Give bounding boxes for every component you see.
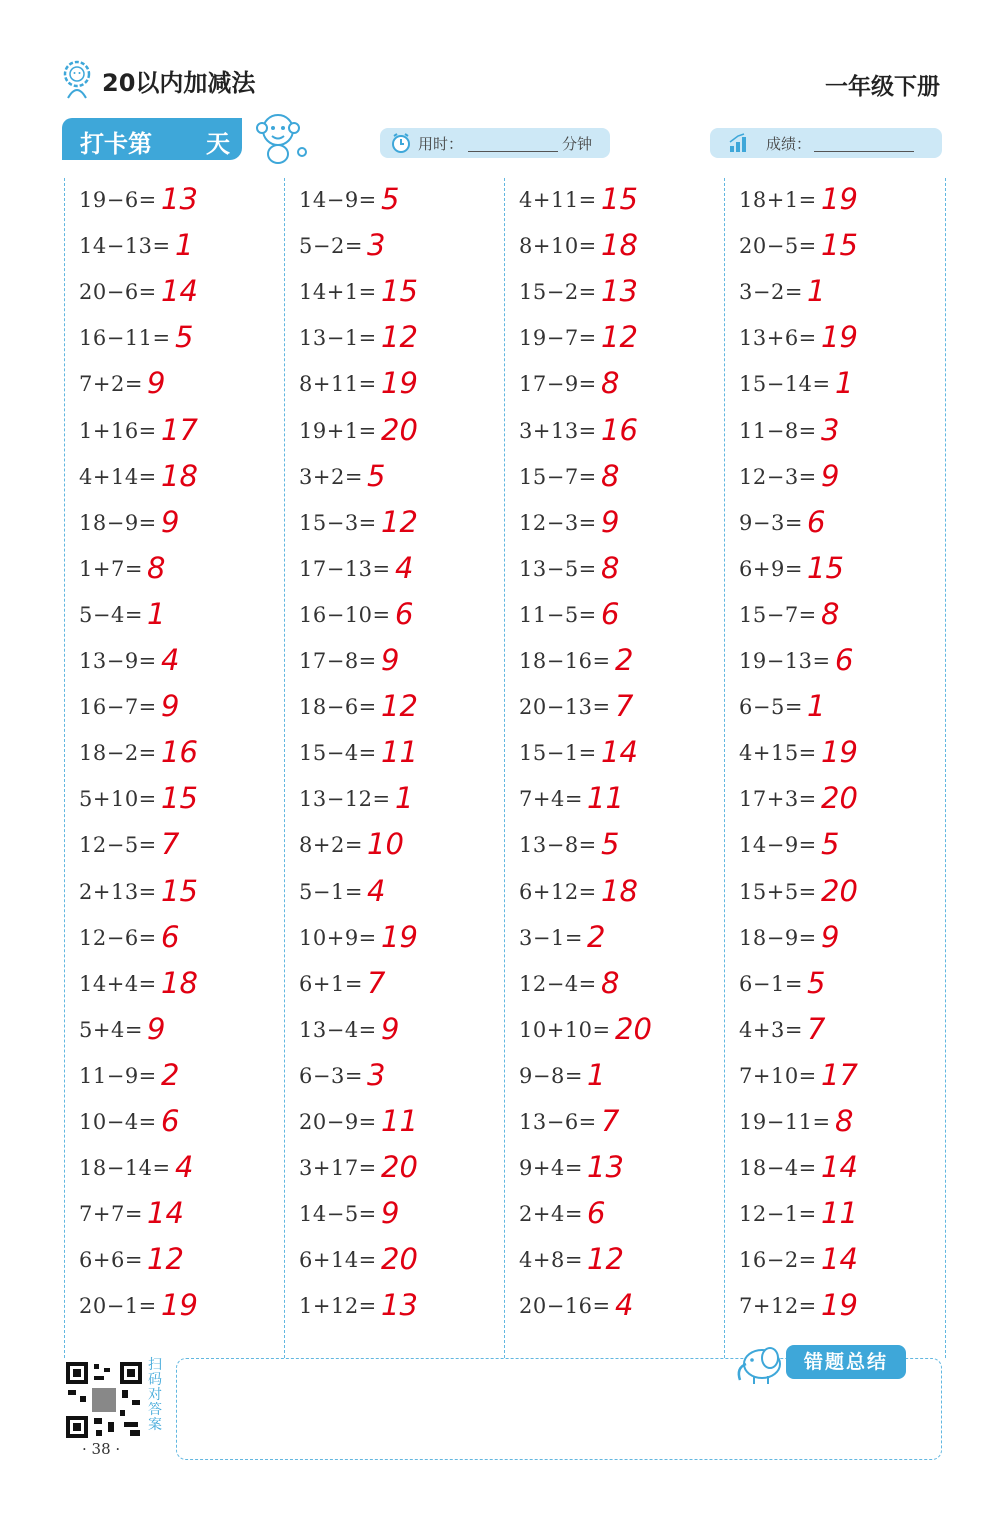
- equation: 16−7=: [79, 695, 157, 720]
- handwritten-answer[interactable]: 20: [821, 781, 858, 816]
- page-number: · 38 ·: [82, 1440, 121, 1458]
- equation: 10+10=: [519, 1017, 611, 1042]
- equation: 12−4=: [519, 971, 597, 996]
- handwritten-answer[interactable]: 4: [367, 873, 386, 908]
- equation: 4+15=: [739, 741, 817, 766]
- handwritten-answer[interactable]: 6: [395, 596, 414, 631]
- handwritten-answer[interactable]: 1: [835, 366, 854, 401]
- exercise-column: [724, 178, 946, 1358]
- handwritten-answer[interactable]: 6: [807, 504, 826, 539]
- handwritten-answer[interactable]: 18: [161, 458, 198, 493]
- equation: 15−4=: [299, 741, 377, 766]
- handwritten-answer[interactable]: 4: [395, 550, 414, 585]
- handwritten-answer[interactable]: 19: [381, 919, 418, 954]
- handwritten-answer[interactable]: 8: [601, 458, 620, 493]
- equation: 13−12=: [299, 787, 391, 812]
- handwritten-answer[interactable]: 6: [161, 919, 180, 954]
- handwritten-answer[interactable]: 6: [161, 1104, 180, 1138]
- equation: 20−16=: [519, 1294, 611, 1319]
- score-label: 成绩：: [766, 135, 812, 153]
- handwritten-answer[interactable]: 9: [147, 1011, 166, 1046]
- handwritten-answer[interactable]: 15: [381, 274, 418, 309]
- handwritten-answer[interactable]: 1: [807, 689, 826, 724]
- handwritten-answer[interactable]: 11: [587, 781, 624, 816]
- handwritten-answer[interactable]: 13: [587, 1150, 624, 1185]
- handwritten-answer[interactable]: 15: [821, 228, 858, 263]
- equation: 17−8=: [299, 649, 377, 673]
- handwritten-answer[interactable]: 9: [381, 1011, 400, 1046]
- equation: 15−7=: [519, 464, 597, 489]
- handwritten-answer[interactable]: 20: [381, 1242, 418, 1277]
- checkin-banner: [62, 118, 242, 160]
- handwritten-answer[interactable]: 2: [161, 1057, 180, 1092]
- handwritten-answer[interactable]: 12: [147, 1242, 184, 1277]
- equation: 5+10=: [79, 787, 157, 812]
- scan-answer-label: 扫码对答案: [148, 1357, 162, 1433]
- equation: 3+2=: [299, 464, 363, 489]
- score-field: [710, 128, 942, 158]
- handwritten-answer[interactable]: 2: [615, 643, 634, 677]
- equation: 7+4=: [519, 787, 583, 812]
- handwritten-answer[interactable]: 20: [381, 1150, 418, 1185]
- equation: 19+1=: [299, 418, 377, 443]
- equation: 18−6=: [299, 695, 377, 720]
- handwritten-answer[interactable]: 12: [381, 320, 418, 355]
- equation: 5+4=: [79, 1017, 143, 1042]
- equation: 12−3=: [519, 510, 597, 535]
- equation: 16−10=: [299, 602, 391, 627]
- handwritten-answer[interactable]: 8: [821, 596, 840, 631]
- handwritten-answer[interactable]: 13: [161, 182, 198, 216]
- handwritten-answer[interactable]: 18: [601, 228, 638, 263]
- handwritten-answer[interactable]: 19: [381, 366, 418, 401]
- equation: 19−11=: [739, 1110, 831, 1134]
- equation: 12−3=: [739, 464, 817, 489]
- equation: 4+14=: [79, 464, 157, 489]
- time-field: [380, 128, 610, 158]
- grade-label: 一年级下册: [825, 74, 940, 100]
- equation: 17+3=: [739, 787, 817, 812]
- monkey-icon: [252, 110, 310, 166]
- handwritten-answer[interactable]: 5: [381, 182, 400, 216]
- book-title: 20以内加减法: [102, 68, 256, 97]
- handwritten-answer[interactable]: 20: [821, 873, 858, 908]
- equation: 13−6=: [519, 1110, 597, 1134]
- equation: 20−13=: [519, 695, 611, 720]
- handwritten-answer[interactable]: 12: [381, 689, 418, 724]
- equation: 12−6=: [79, 925, 157, 950]
- handwritten-answer[interactable]: 1: [807, 274, 826, 309]
- handwritten-answer[interactable]: 20: [381, 412, 418, 447]
- handwritten-answer[interactable]: 6: [601, 596, 620, 631]
- equation: 18−4=: [739, 1156, 817, 1181]
- handwritten-answer[interactable]: 16: [601, 412, 638, 447]
- handwritten-answer[interactable]: 18: [161, 965, 198, 1000]
- equation: 18−14=: [79, 1156, 171, 1181]
- equation: 3−1=: [519, 925, 583, 950]
- handwritten-answer[interactable]: 5: [367, 458, 386, 493]
- handwritten-answer[interactable]: 14: [821, 1150, 858, 1185]
- equation: 18+1=: [739, 188, 817, 212]
- handwritten-answer[interactable]: 20: [615, 1011, 652, 1046]
- equation: 17−9=: [519, 372, 597, 397]
- equation: 6+12=: [519, 879, 597, 904]
- equation: 2+13=: [79, 879, 157, 904]
- equation: 1+12=: [299, 1294, 377, 1319]
- handwritten-answer[interactable]: 9: [147, 366, 166, 401]
- score-blank[interactable]: [814, 151, 914, 152]
- equation: 13−9=: [79, 649, 157, 673]
- equation: 13−1=: [299, 326, 377, 351]
- equation: 7+12=: [739, 1294, 817, 1319]
- equation: 10−4=: [79, 1110, 157, 1134]
- handwritten-answer[interactable]: 10: [367, 827, 404, 862]
- equation: 19−7=: [519, 326, 597, 351]
- handwritten-answer[interactable]: 4: [615, 1288, 634, 1323]
- elephant-icon: [732, 1338, 786, 1386]
- equation: 7+10=: [739, 1063, 817, 1088]
- equation: 6+6=: [79, 1248, 143, 1273]
- handwritten-answer[interactable]: 8: [601, 366, 620, 401]
- handwritten-answer[interactable]: 5: [821, 827, 840, 862]
- equation: 19−6=: [79, 188, 157, 212]
- equation: 6−5=: [739, 695, 803, 720]
- handwritten-answer[interactable]: 9: [601, 504, 620, 539]
- handwritten-answer[interactable]: 3: [821, 412, 840, 447]
- equation: 12−1=: [739, 1202, 817, 1227]
- exercise-column: [64, 178, 285, 1358]
- handwritten-answer[interactable]: 19: [821, 182, 858, 216]
- handwritten-answer[interactable]: 15: [807, 550, 844, 585]
- handwritten-answer[interactable]: 7: [161, 827, 180, 862]
- equation: 3+17=: [299, 1156, 377, 1181]
- equation: 9+4=: [519, 1156, 583, 1181]
- equation: 14−5=: [299, 1202, 377, 1227]
- checkin-prefix: 打卡第: [80, 130, 152, 158]
- handwritten-answer[interactable]: 11: [821, 1196, 858, 1231]
- equation: 5−2=: [299, 234, 363, 259]
- handwritten-answer[interactable]: 3: [367, 228, 386, 263]
- handwritten-answer[interactable]: 5: [175, 320, 194, 355]
- handwritten-answer[interactable]: 18: [601, 873, 638, 908]
- equation: 6−3=: [299, 1063, 363, 1088]
- handwritten-answer[interactable]: 14: [147, 1196, 184, 1231]
- equation: 18−9=: [79, 510, 157, 535]
- handwritten-answer[interactable]: 13: [601, 274, 638, 309]
- equation: 18−9=: [739, 925, 817, 950]
- handwritten-answer[interactable]: 12: [587, 1242, 624, 1277]
- time-blank[interactable]: [468, 151, 558, 152]
- equation: 14+1=: [299, 280, 377, 305]
- equation: 15+5=: [739, 879, 817, 904]
- handwritten-answer[interactable]: 8: [147, 550, 166, 585]
- equation: 4+11=: [519, 188, 597, 212]
- handwritten-answer[interactable]: 11: [381, 735, 418, 770]
- equation: 20−1=: [79, 1294, 157, 1319]
- handwritten-answer[interactable]: 9: [381, 1196, 400, 1231]
- equation: 7+2=: [79, 372, 143, 397]
- equation: 14−9=: [739, 833, 817, 858]
- equation: 7+7=: [79, 1202, 143, 1227]
- equation: 15−3=: [299, 510, 377, 535]
- equation: 11−9=: [79, 1063, 157, 1088]
- handwritten-answer[interactable]: 19: [161, 1288, 198, 1323]
- handwritten-answer[interactable]: 9: [161, 689, 180, 724]
- handwritten-answer[interactable]: 1: [395, 781, 414, 816]
- equation: 14−9=: [299, 188, 377, 212]
- equation: 16−2=: [739, 1248, 817, 1273]
- equation: 8+11=: [299, 372, 377, 397]
- equation: 1+7=: [79, 556, 143, 581]
- handwritten-answer[interactable]: 17: [821, 1057, 858, 1092]
- handwritten-answer[interactable]: 5: [601, 827, 620, 862]
- equation: 12−5=: [79, 833, 157, 858]
- handwritten-answer[interactable]: 12: [601, 320, 638, 355]
- equation: 11−8=: [739, 418, 817, 443]
- handwritten-answer[interactable]: 16: [161, 735, 198, 770]
- equation: 3+13=: [519, 418, 597, 443]
- brand: [60, 60, 255, 100]
- page-header: [60, 58, 940, 108]
- handwritten-answer[interactable]: 19: [821, 735, 858, 770]
- handwritten-answer[interactable]: 7: [601, 1104, 620, 1138]
- handwritten-answer[interactable]: 8: [601, 550, 620, 585]
- equation: 13+6=: [739, 326, 817, 351]
- handwritten-answer[interactable]: 4: [161, 643, 180, 677]
- handwritten-answer[interactable]: 5: [807, 965, 826, 1000]
- handwritten-answer[interactable]: 14: [821, 1242, 858, 1277]
- handwritten-answer[interactable]: 15: [161, 781, 198, 816]
- handwritten-answer[interactable]: 9: [821, 458, 840, 493]
- handwritten-answer[interactable]: 6: [835, 643, 854, 677]
- handwritten-answer[interactable]: 15: [601, 182, 638, 216]
- handwritten-answer[interactable]: 8: [601, 965, 620, 1000]
- handwritten-answer[interactable]: 9: [381, 643, 400, 677]
- equation: 15−2=: [519, 280, 597, 305]
- handwritten-answer[interactable]: 7: [367, 965, 386, 1000]
- time-unit: 分钟: [562, 135, 593, 153]
- handwritten-answer[interactable]: 14: [161, 274, 198, 309]
- handwritten-answer[interactable]: 15: [161, 873, 198, 908]
- equation: 3−2=: [739, 280, 803, 305]
- equation: 18−2=: [79, 741, 157, 766]
- handwritten-answer[interactable]: 1: [147, 596, 166, 631]
- equation: 20−5=: [739, 234, 817, 259]
- handwritten-answer[interactable]: 2: [587, 919, 606, 954]
- equation: 18−16=: [519, 649, 611, 673]
- equation: 2+4=: [519, 1202, 583, 1227]
- handwritten-answer[interactable]: 8: [835, 1104, 854, 1138]
- equation: 14+4=: [79, 971, 157, 996]
- equation: 6+1=: [299, 971, 363, 996]
- handwritten-answer[interactable]: 17: [161, 412, 198, 447]
- time-label: 用时：: [418, 135, 464, 153]
- equation: 15−7=: [739, 602, 817, 627]
- equation: 15−1=: [519, 741, 597, 766]
- equation: 8+2=: [299, 833, 363, 858]
- equation: 6−1=: [739, 971, 803, 996]
- handwritten-answer[interactable]: 1: [175, 228, 194, 263]
- handwritten-answer[interactable]: 9: [161, 504, 180, 539]
- equation: 6+9=: [739, 556, 803, 581]
- lion-icon: [60, 60, 94, 100]
- equation: 13−8=: [519, 833, 597, 858]
- equation: 5−4=: [79, 602, 143, 627]
- checkin-suffix: 天: [206, 130, 230, 158]
- equation: 4+3=: [739, 1017, 803, 1042]
- equation: 17−13=: [299, 556, 391, 581]
- equation: 14−13=: [79, 234, 171, 259]
- handwritten-answer[interactable]: 6: [587, 1196, 606, 1231]
- equation: 10+9=: [299, 925, 377, 950]
- equation: 1+16=: [79, 418, 157, 443]
- equation: 9−8=: [519, 1063, 583, 1088]
- handwritten-answer[interactable]: 4: [175, 1150, 194, 1185]
- mistake-summary-title: 错题总结: [786, 1345, 906, 1379]
- equation: 5−1=: [299, 879, 363, 904]
- handwritten-answer[interactable]: 13: [381, 1288, 418, 1323]
- exercise-column: [284, 178, 505, 1358]
- handwritten-answer[interactable]: 19: [821, 1288, 858, 1323]
- handwritten-answer[interactable]: 9: [821, 919, 840, 954]
- handwritten-answer[interactable]: 7: [807, 1011, 826, 1046]
- equation: 16−11=: [79, 326, 171, 351]
- handwritten-answer[interactable]: 14: [601, 735, 638, 770]
- equation: 4+8=: [519, 1248, 583, 1273]
- handwritten-answer[interactable]: 11: [381, 1104, 418, 1138]
- equation: 6+14=: [299, 1248, 377, 1273]
- equation: 8+10=: [519, 234, 597, 259]
- handwritten-answer[interactable]: 12: [381, 504, 418, 539]
- equation: 11−5=: [519, 602, 597, 627]
- handwritten-answer[interactable]: 3: [367, 1057, 386, 1092]
- equation: 19−13=: [739, 649, 831, 673]
- equation: 13−4=: [299, 1017, 377, 1042]
- qr-code[interactable]: [64, 1360, 144, 1440]
- equation: 20−9=: [299, 1110, 377, 1134]
- clock-icon: [390, 132, 412, 154]
- equation: 20−6=: [79, 280, 157, 305]
- equation: 9−3=: [739, 510, 803, 535]
- handwritten-answer[interactable]: 19: [821, 320, 858, 355]
- equation: 13−5=: [519, 556, 597, 581]
- handwritten-answer[interactable]: 1: [587, 1057, 606, 1092]
- equation: 15−14=: [739, 372, 831, 397]
- handwritten-answer[interactable]: 7: [615, 689, 634, 724]
- chart-icon: [728, 132, 750, 154]
- exercise-column: [504, 178, 725, 1358]
